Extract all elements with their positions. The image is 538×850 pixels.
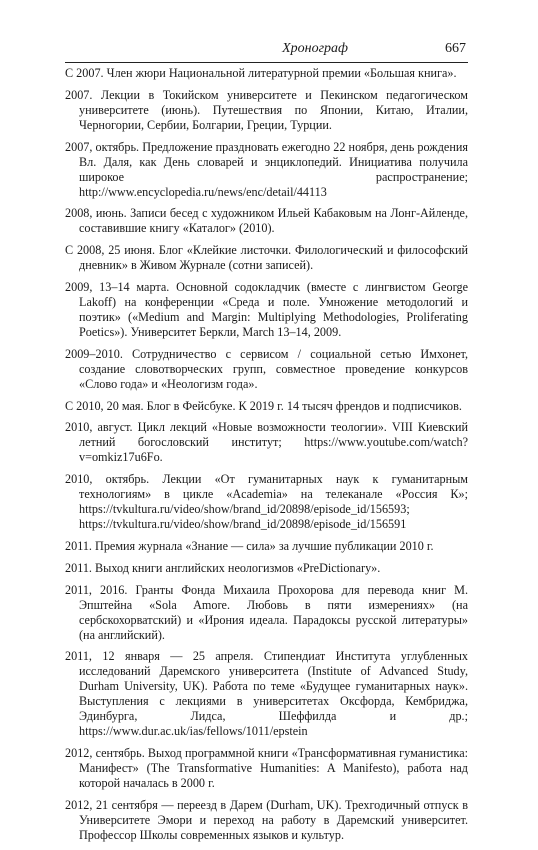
chronology-entry: С 2008, 25 июня. Блог «Клейкие листочки. Филологический и философский дневник» в Живом Журнале (сотни записей). [65,243,468,273]
chronology-entry: 2011. Выход книги английских неологизмов «PreDictionary». [65,560,381,575]
chronology-entry: 2010, август. Цикл лекций «Новые возможности теологии». VIII Киевский летний богословский институт; https://www.youtube.com/watch?v=omkiz17u6Fo. [65,420,468,465]
chronology-entry: 2012, сентябрь. Выход программной книги «Трансформативная гуманистика: Манифест» (The Transformative Humanities: A Manifesto), работа над которой началась в 2000 г. [65,746,468,791]
running-title: Хронограф [282,41,348,56]
chronology-entry: 2010, октябрь. Лекции «От гуманитарных наук к гуманитарным технологиям» в цикле «Academia» на телеканале «Россия К»; https://tvkultura.ru/video/show/brand_id/20898/episode_id/156593; https://tvkultura.ru/video/show/brand_id/20898/episode_id/156591 [65,472,468,532]
chronology-entry: 2009, 13–14 марта. Основной содокладчик (вместе с лингвистом George Lakoff) на конференции «Среда и поле. Умножение методологий и поэтик» («Medium and Margin: Multiplying Methodologies, Proliferating Poetics»). Университет Беркли, March 13–14, 2009. [65,279,468,339]
page-number: 667 [445,41,466,56]
chronology-entry: 2011, 2016. Гранты Фонда Михаила Прохорова для перевода книг М. Эпштейна «Sola Amore. Любовь в пяти измерениях» (на сербскохорватский) и «Ирония идеала. Парадоксы русской литературы» (на английский). [65,582,468,642]
chronology-entry: С 2010, 20 мая. Блог в Фейсбуке. К 2019 г. 14 тысяч френдов и подписчиков. [65,398,462,413]
chronology-entry: 2008, июнь. Записи бесед с художником Ильей Кабаковым на Лонг-Айленде, составившие книгу «Каталог» (2010). [65,206,468,236]
chronology-entry: 2007. Лекции в Токийском университете и Пекинском педагогическом университете (июнь). Путешествия по Японии, Китаю, Италии, Черногории, Сербии, Болгарии, Греции, Турции. [65,87,468,132]
chronology-entry: С 2007. Член жюри Национальной литературной премии «Большая книга». [65,66,457,80]
chronology-list [65,66,468,850]
chronology-entry: 2009–2010. Сотрудничество с сервисом / социальной сетью Имхонет, создание словотворческих групп, совместное проведение конкурсов «Слово года» и «Неологизм года». [65,346,468,391]
chronology-entry: 2012, 21 сентября — переезд в Дарем (Durham, UK). Трехгодичный отпуск в Университете Эмори и переход на работу в Даремский университет. Профессор Школы современных языков и культур. [65,797,468,842]
chronology-entry: 2007, октябрь. Предложение праздновать ежегодно 22 ноября, день рождения Вл. Даля, как День словарей и энциклопедий. Инициатива получила широкое распространение; http://www.encyclopedia.ru/news/enc/detail/44113 [65,139,468,199]
chronology-entry: 2011, 12 января — 25 апреля. Стипендиат Института углубленных исследований Даремского университета (Institute of Advanced Study, Durham University, UK). Работа по теме «Будущее гуманитарных наук». Выступления с лекциями в университетах Оксфорда, Кембриджа, Эдинбурга, Лидса, Шеффилда и др.; https://www.dur.ac.uk/ias/fellows/1011/epstein [65,649,468,739]
running-header [65,40,468,63]
chronology-entry: 2011. Премия журнала «Знание — сила» за лучшие публикации 2010 г. [65,538,434,553]
